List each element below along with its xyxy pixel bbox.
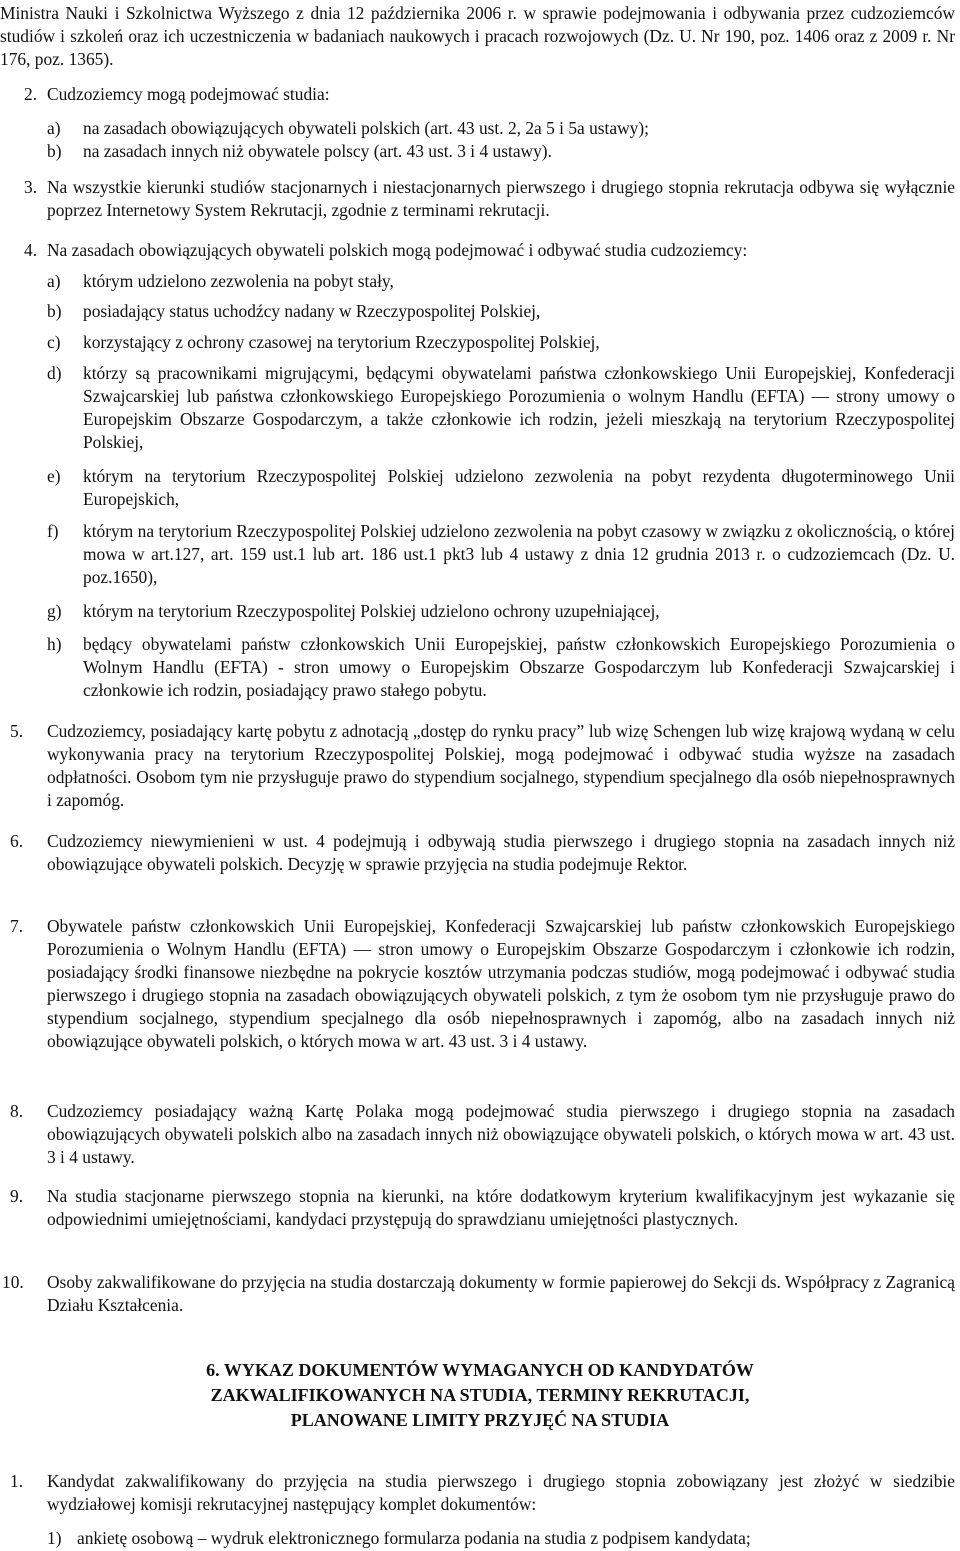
- section-6-subitem-1-text: ankietę osobową – wydruk elektronicznego formularza podania na studia z podpisem kandydata;: [77, 1528, 751, 1548]
- section-6-item-1-number: 1.: [10, 1471, 24, 1491]
- item-4f: [47, 520, 955, 592]
- item-4d-text: którzy są pracownikami migrującymi, będącymi obywatelami państwa członkowskiego Unii Europejskiej, Konfederacji Szwajcarskiej lub państwa członkowskiego Europejskiego Porozumienia o wolnym Handlu (EFTA) — strony umowy o Europejskim Obszarze Gospodarczym, a także członkowie ich rodzin, jeżeli mieszkają na terytorium Rzeczypospolitej Polskiej,: [83, 363, 955, 452]
- item-6-number: 6.: [10, 831, 24, 851]
- item-4e: [47, 465, 955, 513]
- item-2b-label: b): [47, 141, 62, 161]
- item-10-number: 10.: [2, 1272, 24, 1292]
- item-4d-label: d): [47, 363, 62, 383]
- item-4g-label: g): [47, 601, 62, 621]
- section-6-subitem-1: [47, 1527, 955, 1550]
- item-9-number: 9.: [10, 1186, 24, 1206]
- item-7-number: 7.: [10, 916, 24, 936]
- section-6-heading-line-2: ZAKWALIFIKOWANYCH NA STUDIA, TERMINY REKRUTACJI,: [210, 1385, 750, 1405]
- item-4-number: 4.: [24, 240, 38, 260]
- section-6-heading-line-1: 6. WYKAZ DOKUMENTÓW WYMAGANYCH OD KANDYDATÓW: [206, 1360, 754, 1380]
- item-4e-label: e): [47, 466, 61, 486]
- item-4f-label: f): [47, 521, 59, 541]
- section-6-item-1-text: Kandydat zakwalifikowany do przyjęcia na studia pierwszego i drugiego stopnia zobowiązany jest złożyć w siedzibie wydziałowej komisji rekrutacyjnej następujący komplet dokumentów:: [47, 1471, 955, 1514]
- item-4c-text: korzystający z ochrony czasowej na terytorium Rzeczypospolitej Polskiej,: [83, 332, 600, 352]
- item-4h-label: h): [47, 634, 62, 654]
- item-2b: [47, 140, 947, 163]
- item-4h-text: będący obywatelami państw członkowskich Unii Europejskiej, państw członkowskich Europejskiego Porozumienia o Wolnym Handlu (EFTA) - stron umowy o Europejskim Obszarze Gospodarczym lub Konfederacji Szwajcarskiej i członkowie ich rodzin, posiadający prawo stałego pobytu.: [83, 634, 955, 700]
- item-4d: [47, 362, 955, 458]
- item-5-text: Cudzoziemcy, posiadający kartę pobytu z adnotacją „dostęp do rynku pracy” lub wizę Schengen lub wizę krajową wydaną w celu wykonywania pracy na terytorium Rzeczypospolitej Polskiej, mogą podejmować i odbywać studia wyższe na zasadach odpłatności. Osobom tym nie przysługuje prawo do stypendium socjalnego, stypendium specjalnego dla osób niepełnosprawnych i zapomóg.: [47, 721, 955, 810]
- item-7-text: Obywatele państw członkowskich Unii Europejskiej, Konfederacji Szwajcarskiej lub państw członkowskich Europejskiego Porozumienia o Wolnym Handlu (EFTA) — stron umowy o Europejskim Obszarze Gospodarczym i członkowie ich rodzin, posiadający środki finansowe niezbędne na pokrycie kosztów utrzymania podczas studiów, mogą podejmować i odbywać studia pierwszego i drugiego stopnia na zasadach obowiązujących obywateli polskich, z tym że osobom tym nie przysługuje prawo do stypendium socjalnego, stypendium specjalnego dla osób niepełnosprawnych i zapomóg, albo na zasadach innych niż obowiązujące obywateli polskich, o których mowa w art. 43 ust. 3 i 4 ustawy.: [47, 916, 955, 1051]
- section-6-heading-line-3: PLANOWANE LIMITY PRZYJĘĆ NA STUDIA: [290, 1410, 670, 1430]
- item-4-text: Na zasadach obowiązujących obywateli polskich mogą podejmować i odbywać studia cudzoziemcy:: [47, 240, 748, 260]
- item-2a-text: na zasadach obowiązujących obywateli polskich (art. 43 ust. 2, 2a 5 i 5a ustawy);: [83, 118, 649, 138]
- item-3-number: 3.: [24, 177, 38, 197]
- item-2a-label: a): [47, 118, 61, 138]
- item-4b: [47, 300, 955, 323]
- item-4a: [47, 270, 955, 293]
- item-8-number: 8.: [10, 1101, 24, 1121]
- item-2-text: Cudzoziemcy mogą podejmować studia:: [47, 84, 330, 104]
- item-4b-text: posiadający status uchodźcy nadany w Rzeczypospolitej Polskiej,: [83, 301, 541, 321]
- item-4b-label: b): [47, 301, 62, 321]
- item-4e-text: którym na terytorium Rzeczypospolitej Polskiej udzielono zezwolenia na pobyt rezydenta długoterminowego Unii Europejskich,: [83, 466, 955, 509]
- item-2a: [47, 117, 947, 140]
- item-2b-text: na zasadach innych niż obywatele polscy (art. 43 ust. 3 i 4 ustawy).: [83, 141, 552, 161]
- item-8-text: Cudzoziemcy posiadający ważną Kartę Polaka mogą podejmować studia pierwszego i drugiego stopnia na zasadach obowiązujących obywateli polskich albo na zasadach innych niż obowiązujące obywateli polskich, o których mowa w art. 43 ust. 3 i 4 ustawy.: [47, 1101, 955, 1167]
- item-4g-text: którym na terytorium Rzeczypospolitej Polskiej udzielono ochrony uzupełniającej,: [83, 601, 660, 621]
- item-4g: [47, 600, 955, 623]
- intro-paragraph: Ministra Nauki i Szkolnictwa Wyższego z dnia 12 października 2006 r. w sprawie podejmowania i odbywania przez cudzoziemców studiów i szkoleń oraz ich uczestniczenia w badaniach naukowych i pracach rozwojowych (Dz. U. Nr 190, poz. 1406 oraz z 2009 r. Nr 176, poz. 1365).: [0, 3, 955, 69]
- item-4a-text: którym udzielono zezwolenia na pobyt stały,: [83, 271, 394, 291]
- item-2-number: 2.: [24, 84, 38, 104]
- item-3-text: Na wszystkie kierunki studiów stacjonarnych i niestacjonarnych pierwszego i drugiego stopnia rekrutacja odbywa się wyłącznie poprzez Internetowy System Rekrutacji, zgodnie z terminami rekrutacji.: [47, 177, 955, 220]
- item-10-text: Osoby zakwalifikowane do przyjęcia na studia dostarczają dokumenty w formie papierowej do Sekcji ds. Współpracy z Zagranicą Działu Kształcenia.: [47, 1272, 955, 1315]
- item-4c: [47, 331, 955, 354]
- item-6-text: Cudzoziemcy niewymienieni w ust. 4 podejmują i odbywają studia pierwszego i drugiego stopnia na zasadach innych niż obowiązujące obywateli polskich. Decyzję w sprawie przyjęcia na studia podejmuje Rektor.: [47, 831, 955, 874]
- item-4h: [47, 633, 955, 705]
- section-6-subitem-1-label: 1): [47, 1528, 62, 1548]
- item-4f-text: którym na terytorium Rzeczypospolitej Polskiej udzielono zezwolenia na pobyt czasowy w związku z okolicznością, o której mowa w art.127, art. 159 ust.1 lub art. 186 ust.1 pkt3 lub 4 ustawy z dnia 12 grudnia 2013 r. o cudzoziemcach (Dz. U. poz.1650),: [83, 521, 955, 587]
- item-4c-label: c): [47, 332, 61, 352]
- item-5-number: 5.: [10, 721, 24, 741]
- item-9-text: Na studia stacjonarne pierwszego stopnia na kierunki, na które dodatkowym kryterium kwalifikacyjnym jest wykazanie się odpowiednimi umiejętnościami, kandydaci przystępują do sprawdzianu umiejętności plastycznych.: [47, 1186, 955, 1229]
- item-4a-label: a): [47, 271, 61, 291]
